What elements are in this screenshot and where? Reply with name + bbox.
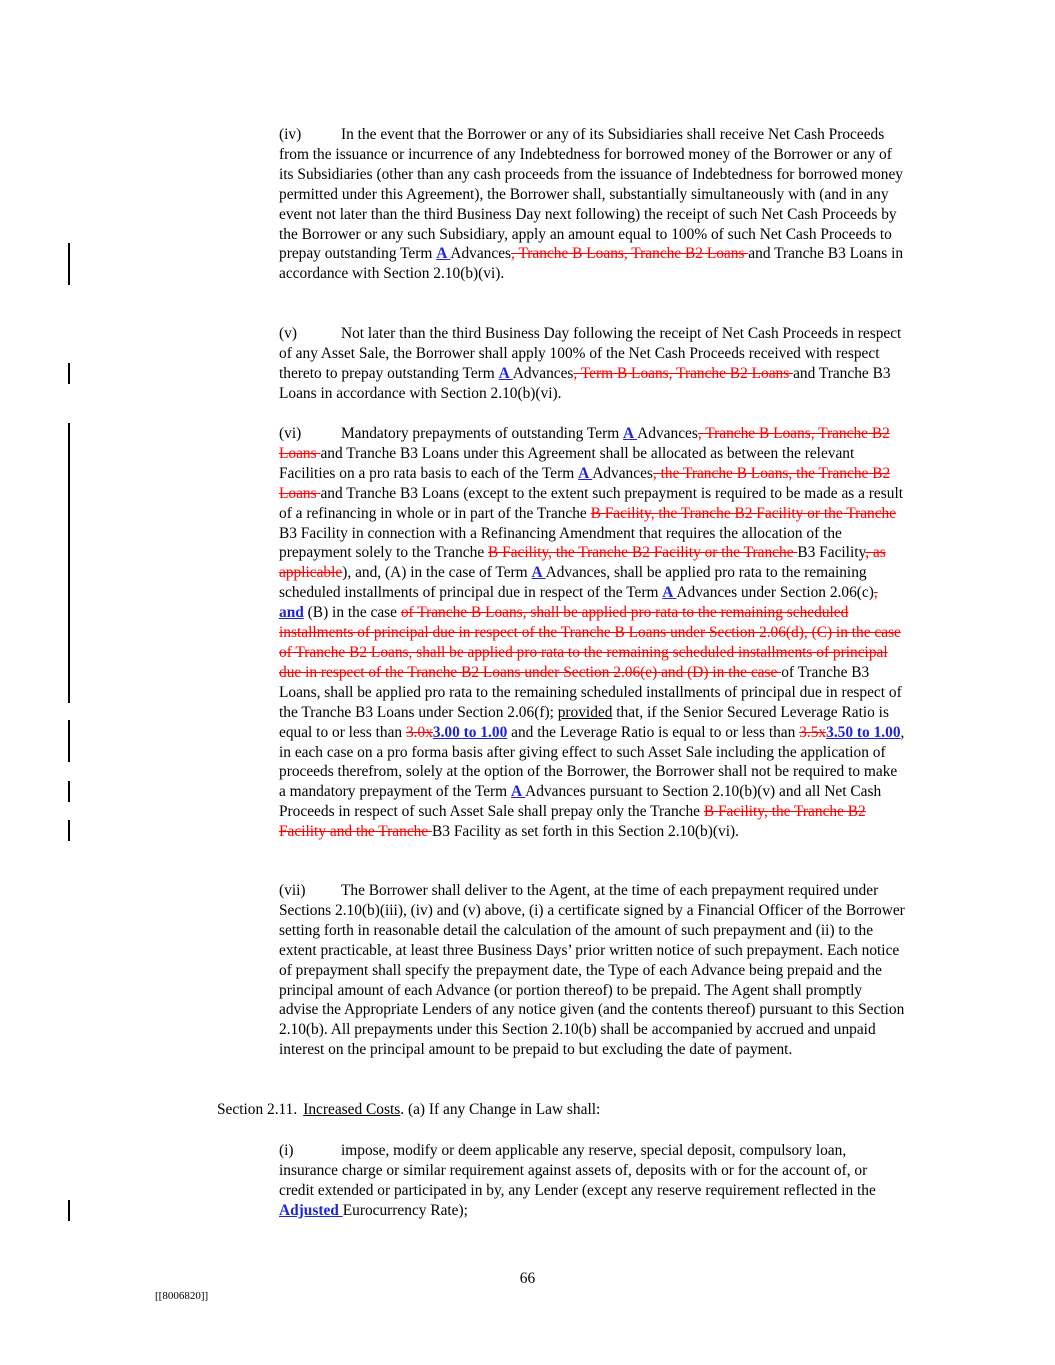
page-number: 66 [519,1270,536,1287]
change-bar [68,423,70,703]
paragraph-i: (i) impose, modify or deem applicable any reserve, special deposit, compulsory loan, insurance charge or similar requirement against assets of, deposits with or for the account of, or credit extended or participated in by, any Lender (except any reserve requirement reflected in the Adjusted Eurocurrency Rate); [279,1142,876,1219]
change-bar [68,820,70,841]
paragraph-v: (v) Not later than the third Business Day following the receipt of Net Cash Proceeds in respect of any Asset Sale, the Borrower shall apply 100% of the Net Cash Proceeds received with respect thereto to prepay outstanding Term A Advances, Term B Loans, Tranche B2 Loans and Tranche B3 Loans in accordance with Section 2.10(b)(vi). [279,325,902,402]
change-bar [68,781,70,802]
change-bar [68,363,70,384]
section-title: Increased Costs [303,1101,401,1118]
paragraph-iv: (iv) In the event that the Borrower or any of its Subsidiaries shall receive Net Cash Proceeds from the issuance or incurrence of any Indebtedness for borrowed money of the Borrower or any of its Subsidiaries (other than any cash proceeds from the issuance of Indebtedness for borrowed money permitted under this Agreement), the Borrower shall, substantially simultaneously with (and in any event not later than the third Business Day next following) the receipt of such Net Cash Proceeds by the Borrower or any such Subsidiary, apply an amount equal to 100% of such Net Cash Proceeds to prepay outstanding Term A Advances, Tranche B Loans, Tranche B2 Loans and Tranche B3 Loans in accordance with Section 2.10(b)(vi). [279,126,904,283]
document-id: [[8006820]] [155,1290,209,1302]
change-bar [68,1200,70,1221]
paragraph-vi: (vi) Mandatory prepayments of outstanding Term A Advances, Tranche B Loans, Tranche B2 Loans and Tranche B3 Loans under this Agreement shall be allocated as between the relevant Facilities on a pro rata basis to each of the Term A Advances, the Tranche B Loans, the Tranche B2 Loans and Tranche B3 Loans (except to the extent such prepayment is required to be made as a result of a refinancing in whole or in part of the Tranche B Facility, the Tranche B2 Facility or the Tranche B3 Facility in connection with a Refinancing Amendment that requires the allocation of the prepayment solely to the Tranche B Facility, the Tranche B2 Facility or the Tranche B3 Facility, as applicable), and, (A) in the case of Term A Advances, shall be applied pro rata to the remaining scheduled installments of principal due in respect of the Term A Advances under Section 2.06(c), and (B) in the case of Tranche B Loans, shall be applied pro rata to the remaining scheduled installments of principal due in respect of the Tranche B Loans under Section 2.06(d), (C) in the case of Tranche B2 Loans, shall be applied pro rata to the remaining scheduled installments of principal due in respect of the Tranche B2 Loans under Section 2.06(e) and (D) in the case of Tranche B3 Loans, shall be applied pro rata to the remaining scheduled installments of principal due in respect of the Tranche B3 Loans under Section 2.06(f); provided that, if the Senior Secured Leverage Ratio is equal to or less than 3.0x3.00 to 1.00 and the Leverage Ratio is equal to or less than 3.5x3.50 to 1.00, in each case on a pro forma basis after giving effect to such Asset Sale including the application of proceeds therefrom, solely at the option of the Borrower, the Borrower shall not be required to make a mandatory prepayment of the Term A Advances pursuant to Section 2.10(b)(v) and all Net Cash Proceeds in respect of such Asset Sale shall prepay only the Tranche B Facility, the Tranche B2 Facility and the Tranche B3 Facility as set forth in this Section 2.10(b)(vi). [279,425,905,841]
change-bar [68,720,70,762]
change-bar [68,243,70,285]
section-2-11-heading: Section 2.11. Increased Costs. (a) If any Change in Law shall: [217,1101,601,1118]
paragraph-vii: (vii) The Borrower shall deliver to the Agent, at the time of each prepayment required under Sections 2.10(b)(iii), (iv) and (v) above, (i) a certificate signed by a Financial Officer of the Borrower setting forth in reasonable detail the calculation of the amount of such prepayment and (ii) to the extent practicable, at least three Business Days’ prior written notice of such prepayment. Each notice of prepayment shall specify the prepayment date, the Type of each Advance being prepaid and the principal amount of each Advance (or portion thereof) to be prepaid. The Agent shall promptly advise the Appropriate Lenders of any notice given (and the contents thereof) pursuant to this Section 2.10(b). All prepayments under this Section 2.10(b) shall be accompanied by accrued and unpaid interest on the principal amount to be prepaid to but excluding the date of payment. [279,882,905,1059]
